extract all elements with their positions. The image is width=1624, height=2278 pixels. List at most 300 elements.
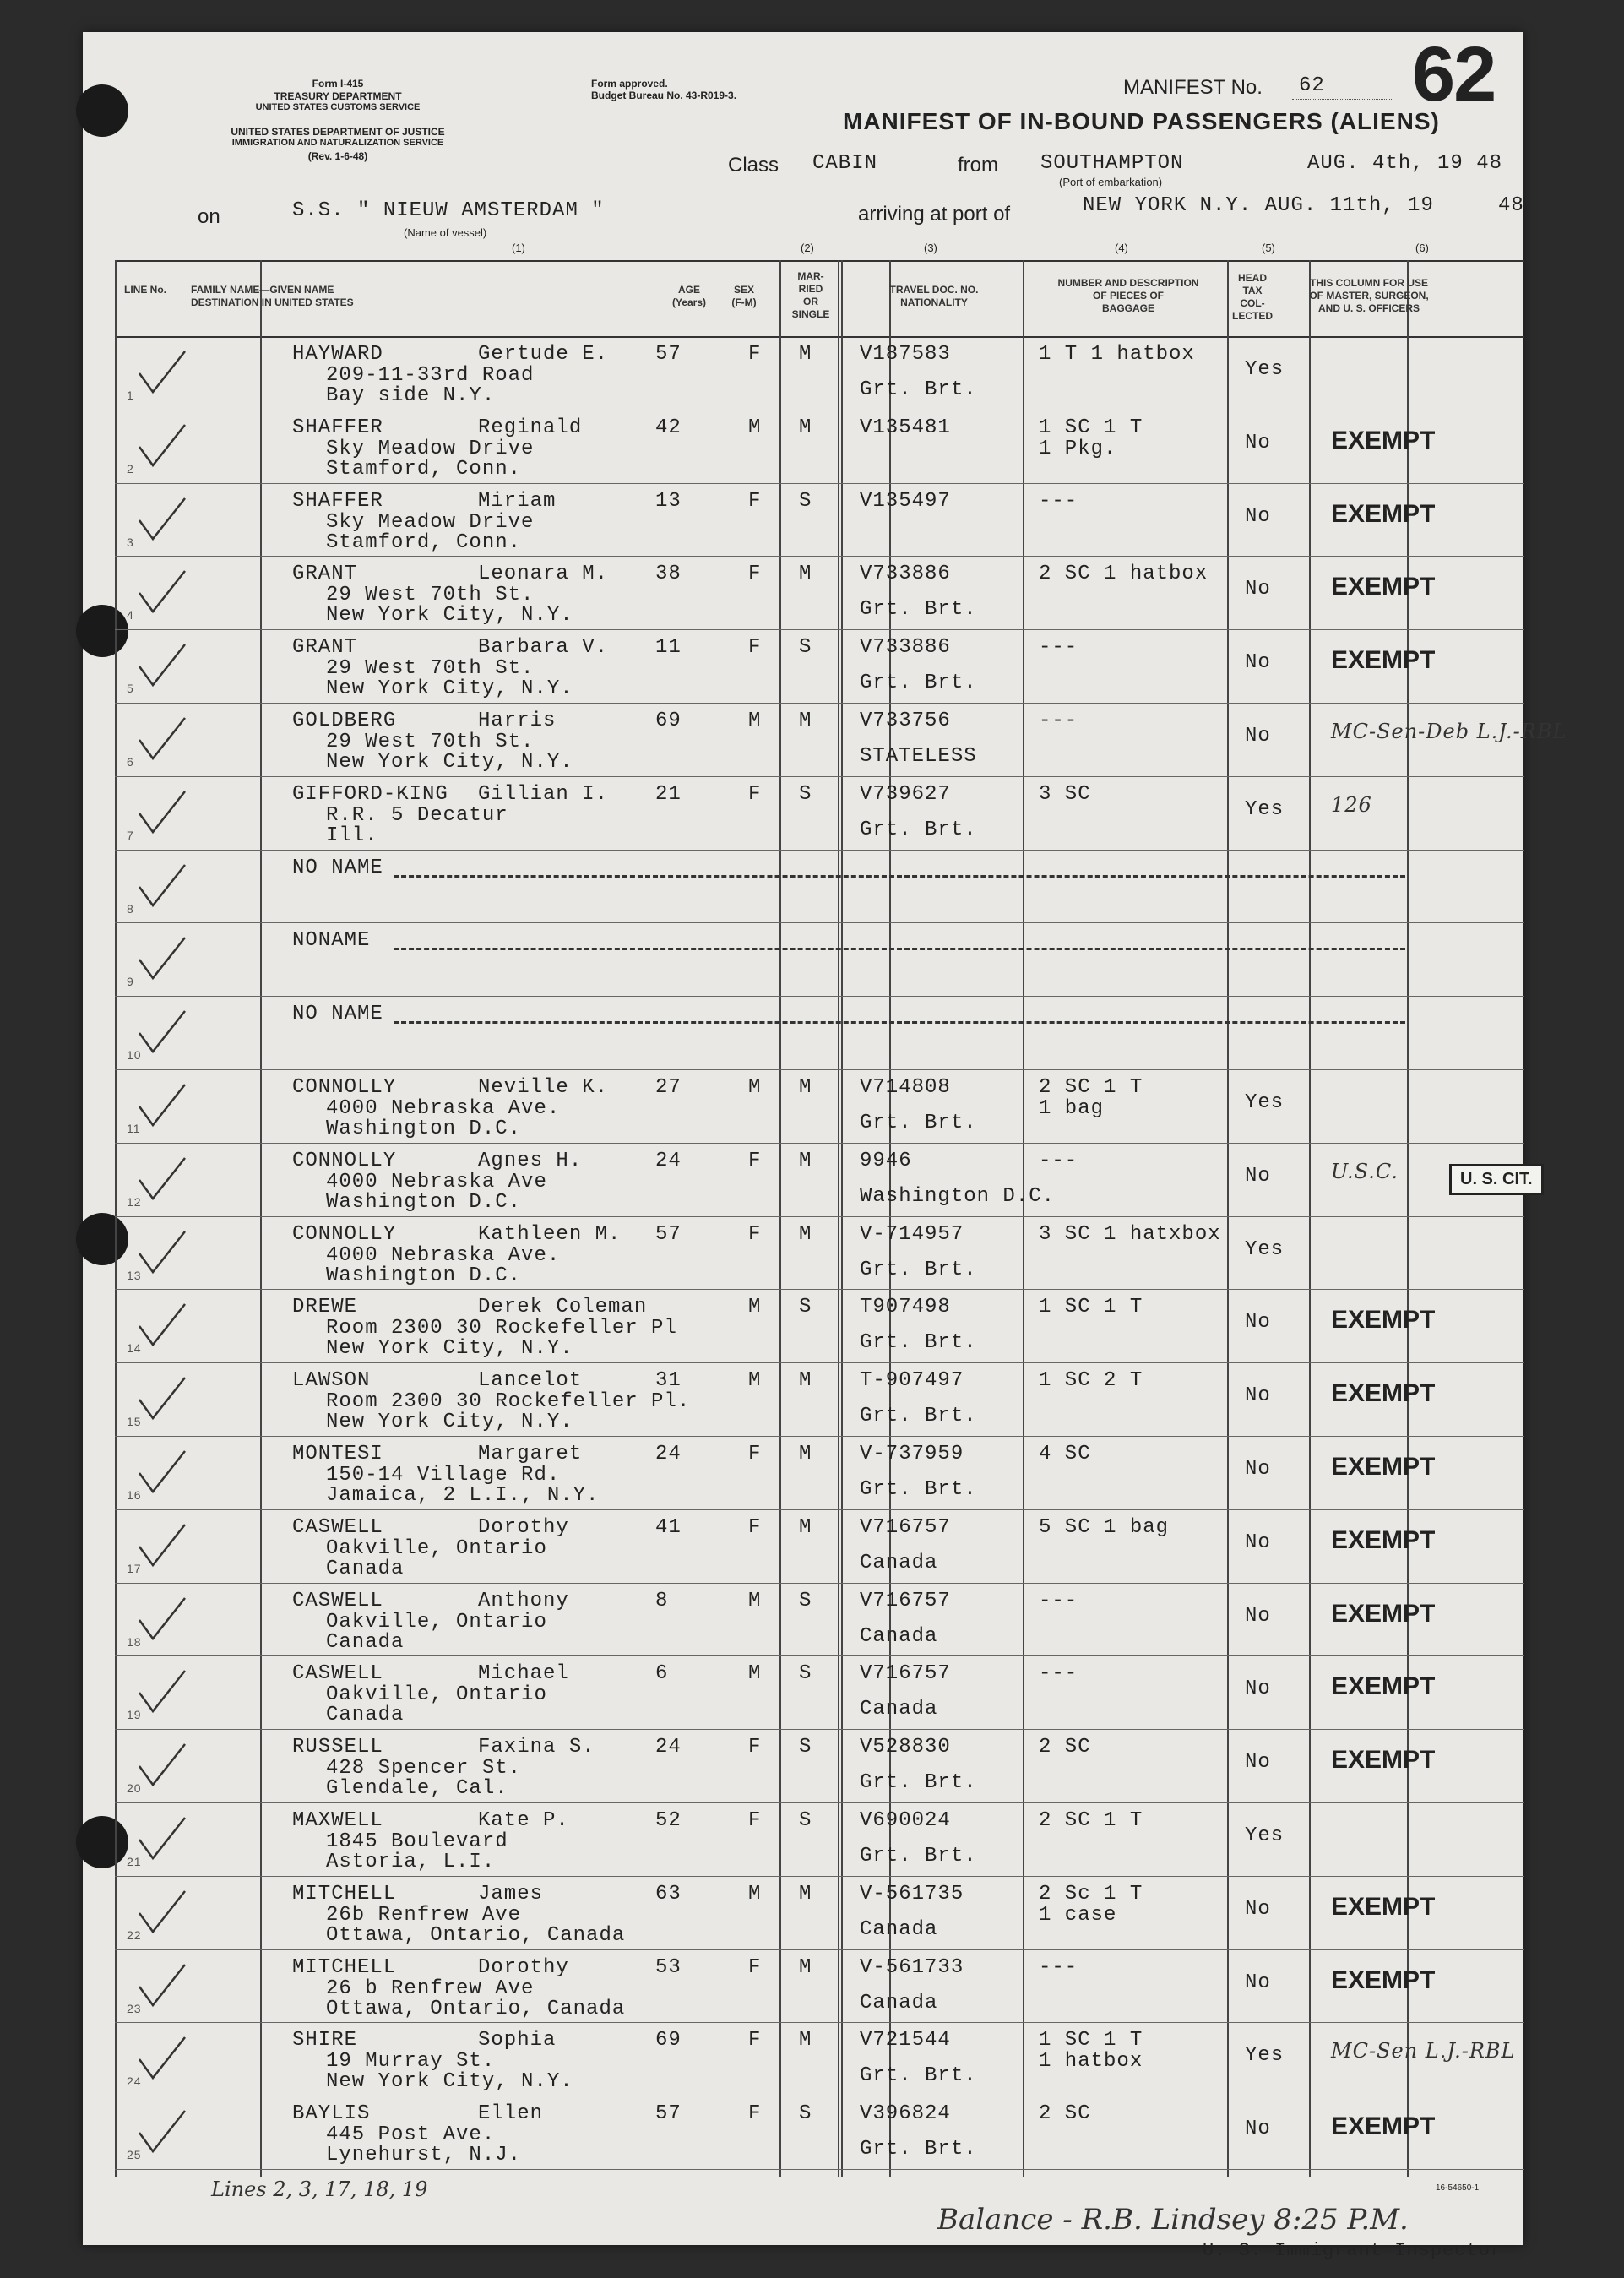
address-line-2: Ottawa, Ontario, Canada: [326, 1997, 626, 2020]
table-row: [115, 1876, 1524, 1947]
marital-status: S: [799, 1662, 812, 1686]
address-line-2: Stamford, Conn.: [326, 457, 522, 481]
address-line-1: 428 Spencer St.: [326, 1757, 522, 1781]
marital-status: M: [799, 563, 812, 586]
remarks: EXEMPT: [1331, 1892, 1436, 1921]
col-remarks: THIS COLUMN FOR USE OF MASTER, SURGEON, AND U. S. OFFICERS: [1309, 277, 1429, 314]
address-line-1: 445 Post Ave.: [326, 2123, 496, 2147]
vessel-note: (Name of vessel): [404, 226, 487, 239]
sex: M: [748, 1662, 762, 1686]
baggage-line-1: 3 SC: [1039, 782, 1091, 806]
given-name: Kathleen M.: [478, 1222, 622, 1246]
col-number-3: (3): [924, 242, 937, 254]
remarks: EXEMPT: [1331, 1525, 1436, 1554]
given-name: Barbara V.: [478, 636, 609, 660]
remarks: EXEMPT: [1331, 499, 1436, 528]
baggage-line-2: 1 hatbox: [1039, 2050, 1143, 2074]
baggage-line-1: 1 SC 1 T: [1039, 2029, 1143, 2052]
blank-line-dashes: [394, 875, 1405, 878]
baggage-line-1: 5 SC 1 bag: [1039, 1515, 1170, 1539]
line-number: 3: [127, 535, 134, 549]
nationality: Grt. Brt.: [860, 1258, 977, 1281]
family-name: CASWELL: [292, 1662, 383, 1686]
nationality: Grt. Brt.: [860, 1771, 977, 1795]
blank-line-dashes: [394, 948, 1405, 950]
address-line-2: Washington D.C.: [326, 1117, 522, 1140]
passenger-table: [115, 260, 1567, 2177]
col-line-no: LINE No.: [124, 284, 166, 296]
nationality: Washington D.C.: [860, 1184, 1056, 1208]
age: 57: [655, 2102, 682, 2126]
table-row: [115, 556, 1524, 627]
nationality: Canada: [860, 1624, 938, 1648]
address-line-2: Canada: [326, 1630, 405, 1654]
age: 24: [655, 1149, 682, 1172]
nationality: Grt. Brt.: [860, 1112, 977, 1134]
family-name: RUSSELL: [292, 1736, 383, 1759]
given-name: Reginald: [478, 416, 583, 439]
age: 11: [655, 636, 682, 660]
marital-status: M: [799, 1955, 812, 1979]
check-mark-icon: [136, 1814, 187, 1865]
address-line-1: Oakville, Ontario: [326, 1536, 547, 1560]
family-name: BAYLIS: [292, 2102, 371, 2126]
remarks: MC-Sen-Deb L.J.-RBL: [1331, 720, 1567, 743]
travel-doc-no: V739627: [860, 782, 951, 806]
age: 6: [655, 1662, 669, 1686]
travel-doc-no: V721544: [860, 2029, 951, 2052]
marital-status: S: [799, 1589, 812, 1612]
check-mark-icon: [136, 568, 187, 618]
marital-status: S: [799, 2102, 812, 2126]
address-line-2: Canada: [326, 1557, 405, 1580]
table-row: [115, 703, 1567, 774]
travel-doc-no: V733886: [860, 563, 951, 586]
nationality: Grt. Brt.: [860, 598, 977, 622]
baggage-line-1: ---: [1039, 636, 1078, 660]
baggage-line-1: 2 SC 1 T: [1039, 1076, 1143, 1099]
line-number: 11: [127, 1122, 141, 1135]
check-mark-icon: [136, 934, 187, 985]
marital-status: M: [799, 2029, 812, 2052]
nationality: Grt. Brt.: [860, 1478, 977, 1501]
travel-doc-no: V135497: [860, 489, 951, 513]
line-number: 2: [127, 461, 134, 476]
age: 52: [655, 1809, 682, 1832]
marital-status: M: [799, 1222, 812, 1246]
family-name: CONNOLLY: [292, 1222, 397, 1246]
given-name: Miriam: [478, 489, 557, 513]
given-name: Lancelot: [478, 1369, 583, 1393]
marital-status: M: [799, 343, 812, 366]
check-mark-icon: [136, 1081, 187, 1132]
table-row: [115, 2096, 1524, 2167]
footer-left-note: Lines 2, 3, 17, 18, 19: [211, 2177, 428, 2201]
sex: F: [748, 1443, 762, 1465]
travel-doc-no: V-561735: [860, 1882, 964, 1906]
line-number: 17: [127, 1561, 142, 1575]
head-tax: No: [1245, 1311, 1271, 1335]
age: 53: [655, 1955, 682, 1979]
remarks: EXEMPT: [1331, 426, 1436, 454]
table-row: [115, 1436, 1524, 1507]
head-tax: No: [1245, 1384, 1271, 1408]
nationality: Canada: [860, 1698, 938, 1721]
line-number: 4: [127, 608, 134, 623]
nationality: Grt. Brt.: [860, 1331, 977, 1355]
address-line-1: Room 2300 30 Rockefeller Pl.: [326, 1390, 691, 1414]
sex: M: [748, 1296, 762, 1319]
given-name: Anthony: [478, 1589, 569, 1612]
travel-doc-no: V135481: [860, 416, 951, 439]
age: 69: [655, 709, 682, 732]
col-head-tax: HEAD TAX COL- LECTED: [1232, 272, 1273, 322]
head-tax: No: [1245, 1897, 1271, 1921]
check-mark-icon: [136, 495, 187, 546]
table-row: [115, 1729, 1524, 1800]
head-tax: Yes: [1245, 797, 1285, 821]
head-tax: No: [1245, 1604, 1271, 1628]
age: 24: [655, 1736, 682, 1759]
baggage-line-1: 3 SC 1 hatxbox: [1039, 1222, 1221, 1246]
age: 24: [655, 1443, 682, 1465]
check-mark-icon: [136, 1374, 187, 1425]
address-line-2: New York City, N.Y.: [326, 604, 573, 628]
travel-doc-no: V690024: [860, 1809, 951, 1832]
on-label: on: [198, 205, 220, 228]
check-mark-icon: [136, 641, 187, 692]
footer-inspector: U. S. Immigrant Inspector: [1203, 2240, 1503, 2261]
nationality: Grt. Brt.: [860, 2064, 977, 2088]
marital-status: M: [799, 1515, 812, 1539]
check-mark-icon: [136, 1595, 187, 1645]
check-mark-icon: [136, 1961, 187, 2012]
marital-status: S: [799, 1809, 812, 1832]
travel-doc-no: V733886: [860, 636, 951, 660]
sex: F: [748, 563, 762, 586]
nationality: Canada: [860, 1917, 938, 1941]
address-line-2: New York City, N.Y.: [326, 751, 573, 774]
line-number: 12: [127, 1194, 142, 1209]
blank-line-dashes: [394, 1021, 1405, 1024]
sex: F: [748, 1149, 762, 1172]
head-tax: No: [1245, 1164, 1271, 1188]
address-line-1: Oakville, Ontario: [326, 1683, 547, 1707]
address-line-1: 4000 Nebraska Ave.: [326, 1097, 561, 1120]
travel-doc-no: V716757: [860, 1662, 951, 1686]
address-line-2: Washington D.C.: [326, 1264, 522, 1287]
port-note: (Port of embarkation): [1059, 176, 1163, 188]
baggage-line-1: 1 SC 1 T: [1039, 416, 1143, 439]
check-mark-icon: [136, 862, 187, 912]
travel-doc-no: V716757: [860, 1515, 951, 1539]
address-line-2: Lynehurst, N.J.: [326, 2144, 522, 2167]
given-name: Kate P.: [478, 1809, 569, 1832]
address-line-1: Oakville, Ontario: [326, 1610, 547, 1634]
check-mark-icon: [136, 715, 187, 765]
nationality: Grt. Brt.: [860, 378, 977, 401]
line-number: 15: [127, 1415, 142, 1429]
age: 27: [655, 1076, 682, 1099]
line-number: 14: [127, 1341, 142, 1356]
age: 69: [655, 2029, 682, 2052]
line-number: 9: [127, 975, 134, 989]
baggage-line-2: 1 Pkg.: [1039, 437, 1117, 460]
check-mark-icon: [136, 788, 187, 839]
table-row: [115, 1802, 1524, 1873]
sex: F: [748, 2102, 762, 2126]
check-mark-icon: [136, 2107, 187, 2158]
check-mark-icon: [136, 1667, 187, 1718]
head-tax: No: [1245, 1677, 1271, 1701]
given-name: Faxina S.: [478, 1736, 595, 1759]
remarks: EXEMPT: [1331, 646, 1436, 675]
col-travel-doc: TRAVEL DOC. NO. NATIONALITY: [889, 284, 979, 308]
dept-ins: IMMIGRATION AND NATURALIZATION SERVICE: [231, 138, 444, 148]
marital-status: S: [799, 489, 812, 513]
address-line-2: Bay side N.Y.: [326, 384, 496, 407]
baggage-line-1: 1 SC 2 T: [1039, 1369, 1143, 1393]
check-mark-icon: [136, 1228, 187, 1279]
col-baggage: NUMBER AND DESCRIPTION OF PIECES OF BAGGAGE: [1057, 277, 1199, 314]
table-row: [115, 1362, 1524, 1433]
remarks: U.S.C.: [1331, 1159, 1399, 1183]
address-line-2: New York City, N.Y.: [326, 677, 573, 701]
page-title: MANIFEST OF IN-BOUND PASSENGERS (ALIENS): [843, 108, 1440, 134]
line-number: 13: [127, 1268, 142, 1282]
given-name: Dorothy: [478, 1955, 569, 1979]
head-tax: No: [1245, 1751, 1271, 1775]
sex: F: [748, 1515, 762, 1539]
address-line-1: 29 West 70th St.: [326, 731, 535, 753]
address-line-1: 26 b Renfrew Ave: [326, 1976, 535, 2000]
address-line-1: 4000 Nebraska Ave: [326, 1170, 547, 1193]
head-tax: No: [1245, 1530, 1271, 1554]
address-line-1: Sky Meadow Drive: [326, 437, 535, 460]
check-mark-icon: [136, 1521, 187, 1572]
table-row: [115, 410, 1524, 481]
address-line-2: Ill.: [326, 824, 378, 847]
age: 57: [655, 1222, 682, 1246]
arrival-year: 48: [1498, 194, 1524, 217]
remarks: EXEMPT: [1331, 1306, 1436, 1335]
sex: M: [748, 1589, 762, 1612]
table-row: [115, 776, 1524, 847]
given-name: Dorothy: [478, 1515, 569, 1539]
check-mark-icon: [136, 2034, 187, 2085]
head-tax: No: [1245, 1971, 1271, 1994]
line-number: 19: [127, 1708, 142, 1722]
head-tax: Yes: [1245, 1091, 1285, 1114]
address-line-1: 29 West 70th St.: [326, 657, 535, 681]
line-number: 5: [127, 682, 134, 696]
family-name: SHAFFER: [292, 489, 383, 513]
family-name: DREWE: [292, 1296, 358, 1319]
check-mark-icon: [136, 1008, 187, 1058]
form-approved: Form approved. Budget Bureau No. 43-R019-3.: [591, 78, 737, 102]
marital-status: M: [799, 1882, 812, 1906]
baggage-line-1: ---: [1039, 489, 1078, 513]
family-name: LAWSON: [292, 1369, 371, 1393]
family-name: CONNOLLY: [292, 1149, 397, 1172]
head-tax: No: [1245, 504, 1271, 528]
baggage-line-1: ---: [1039, 709, 1078, 732]
check-mark-icon: [136, 1301, 187, 1351]
address-line-1: 1845 Boulevard: [326, 1830, 508, 1853]
table-row: [115, 336, 1524, 407]
address-line-2: Jamaica, 2 L.I., N.Y.: [326, 1484, 600, 1507]
table-row: [115, 1143, 1524, 1214]
line-number: 24: [127, 2074, 142, 2089]
sex: F: [748, 1809, 762, 1832]
address-line-2: Astoria, L.I.: [326, 1851, 496, 1873]
table-row: [115, 1583, 1524, 1654]
marital-status: S: [799, 1736, 812, 1759]
manifest-number: 62: [1299, 74, 1325, 97]
address-line-2: Washington D.C.: [326, 1190, 522, 1214]
family-name: GRANT: [292, 636, 358, 660]
marital-status: M: [799, 416, 812, 439]
baggage-line-1: 2 SC 1 hatbox: [1039, 563, 1208, 586]
age: 13: [655, 489, 682, 513]
remarks: EXEMPT: [1331, 1453, 1436, 1481]
table-row: [115, 1509, 1524, 1580]
family-name: MAXWELL: [292, 1809, 383, 1832]
travel-doc-no: V187583: [860, 343, 951, 366]
baggage-line-1: ---: [1039, 1589, 1078, 1612]
travel-doc-no: V-714957: [860, 1222, 964, 1246]
age: 8: [655, 1589, 669, 1612]
nationality: Grt. Brt.: [860, 2138, 977, 2161]
line-number: 1: [127, 389, 134, 402]
col-sex: SEX (F-M): [731, 284, 757, 308]
marital-status: S: [799, 782, 812, 806]
travel-doc-no: V-561733: [860, 1955, 964, 1979]
check-mark-icon: [136, 421, 187, 472]
given-name: Neville K.: [478, 1076, 609, 1099]
family-name: CASWELL: [292, 1589, 383, 1612]
baggage-line-2: 1 case: [1039, 1903, 1117, 1927]
baggage-line-1: 2 SC: [1039, 2102, 1091, 2126]
age: 38: [655, 563, 682, 586]
head-tax: Yes: [1245, 1824, 1285, 1847]
remarks: EXEMPT: [1331, 1672, 1436, 1701]
table-row: [115, 1655, 1524, 1726]
baggage-line-1: 4 SC: [1039, 1443, 1091, 1465]
address-line-2: New York City, N.Y.: [326, 1411, 573, 1434]
head-tax: No: [1245, 578, 1271, 601]
head-tax: Yes: [1245, 1237, 1285, 1261]
address-line-2: Glendale, Cal.: [326, 1777, 508, 1801]
check-mark-icon: [136, 348, 187, 399]
age: 57: [655, 343, 682, 366]
baggage-line-1: 1 SC 1 T: [1039, 1296, 1143, 1319]
nationality: Canada: [860, 1551, 938, 1574]
family-name: MONTESI: [292, 1443, 383, 1465]
family-name: MITCHELL: [292, 1955, 397, 1979]
vessel-name: S.S. " NIEUW AMSTERDAM ": [292, 199, 605, 222]
marital-status: M: [799, 1369, 812, 1393]
given-name: James: [478, 1882, 544, 1906]
sex: F: [748, 1736, 762, 1759]
line-number: 20: [127, 1781, 142, 1796]
manifest-number-line: [1292, 99, 1393, 100]
table-row: [115, 1216, 1524, 1287]
col-married: MAR- RIED OR SINGLE: [791, 270, 830, 320]
marital-status: M: [799, 1076, 812, 1099]
head-tax: Yes: [1245, 358, 1285, 381]
address-line-2: Stamford, Conn.: [326, 530, 522, 554]
sex: M: [748, 1882, 762, 1906]
col-name: FAMILY NAME—GIVEN NAME DESTINATION IN UNITED STATES: [191, 284, 354, 308]
remarks: EXEMPT: [1331, 1379, 1436, 1408]
travel-doc-no: V716757: [860, 1589, 951, 1612]
remarks: 126: [1331, 792, 1372, 817]
table-row: [115, 922, 1524, 993]
family-name: NO NAME: [292, 1003, 383, 1026]
family-name: NO NAME: [292, 856, 383, 879]
address-line-1: 209-11-33rd Road: [326, 364, 535, 387]
remarks: EXEMPT: [1331, 2112, 1436, 2141]
table-row: [115, 850, 1524, 921]
marital-status: M: [799, 1443, 812, 1465]
check-mark-icon: [136, 1155, 187, 1205]
nationality: Canada: [860, 1991, 938, 2014]
table-row: [115, 629, 1524, 700]
family-name: GIFFORD-KING: [292, 782, 448, 806]
family-name: CONNOLLY: [292, 1076, 397, 1099]
marital-status: S: [799, 636, 812, 660]
given-name: Gertude E.: [478, 343, 609, 366]
col-number-1: (1): [512, 242, 525, 254]
baggage-line-1: 2 SC 1 T: [1039, 1809, 1143, 1832]
table-row: [115, 2022, 1524, 2093]
nationality: Grt. Brt.: [860, 1405, 977, 1428]
address-line-1: Room 2300 30 Rockefeller Pl: [326, 1317, 677, 1340]
arrival-value: NEW YORK N.Y. AUG. 11th, 19: [1083, 194, 1434, 217]
given-name: Harris: [478, 709, 557, 732]
age: 63: [655, 1882, 682, 1906]
baggage-line-1: 1 T 1 hatbox: [1039, 343, 1195, 366]
nationality: Grt. Brt.: [860, 818, 977, 841]
form-id: Form I-415: [312, 78, 364, 90]
sex: M: [748, 416, 762, 439]
col-number-4: (4): [1115, 242, 1128, 254]
address-line-1: 150-14 Village Rd.: [326, 1464, 561, 1487]
travel-doc-no: V528830: [860, 1736, 951, 1759]
travel-doc-no: 9946: [860, 1149, 912, 1172]
line-number: 21: [127, 1855, 142, 1868]
address-line-2: New York City, N.Y.: [326, 1337, 573, 1361]
given-name: Ellen: [478, 2102, 544, 2126]
remarks: EXEMPT: [1331, 1599, 1436, 1628]
given-name: Derek Coleman: [478, 1296, 648, 1319]
marital-status: M: [799, 1149, 812, 1172]
head-tax: No: [1245, 2118, 1271, 2141]
remarks: EXEMPT: [1331, 1746, 1436, 1775]
sex: M: [748, 1369, 762, 1393]
line-number: 16: [127, 1488, 142, 1502]
baggage-line-2: 1 bag: [1039, 1097, 1105, 1120]
remarks: MC-Sen L.J.-RBL: [1331, 2039, 1516, 2063]
baggage-line-1: 2 Sc 1 T: [1039, 1882, 1143, 1906]
usc-cit-stamp: U. S. CIT.: [1449, 1164, 1544, 1195]
remarks: EXEMPT: [1331, 573, 1436, 601]
family-name: CASWELL: [292, 1515, 383, 1539]
given-name: Sophia: [478, 2029, 557, 2052]
remarks: EXEMPT: [1331, 1965, 1436, 1994]
given-name: Gillian I.: [478, 782, 609, 806]
